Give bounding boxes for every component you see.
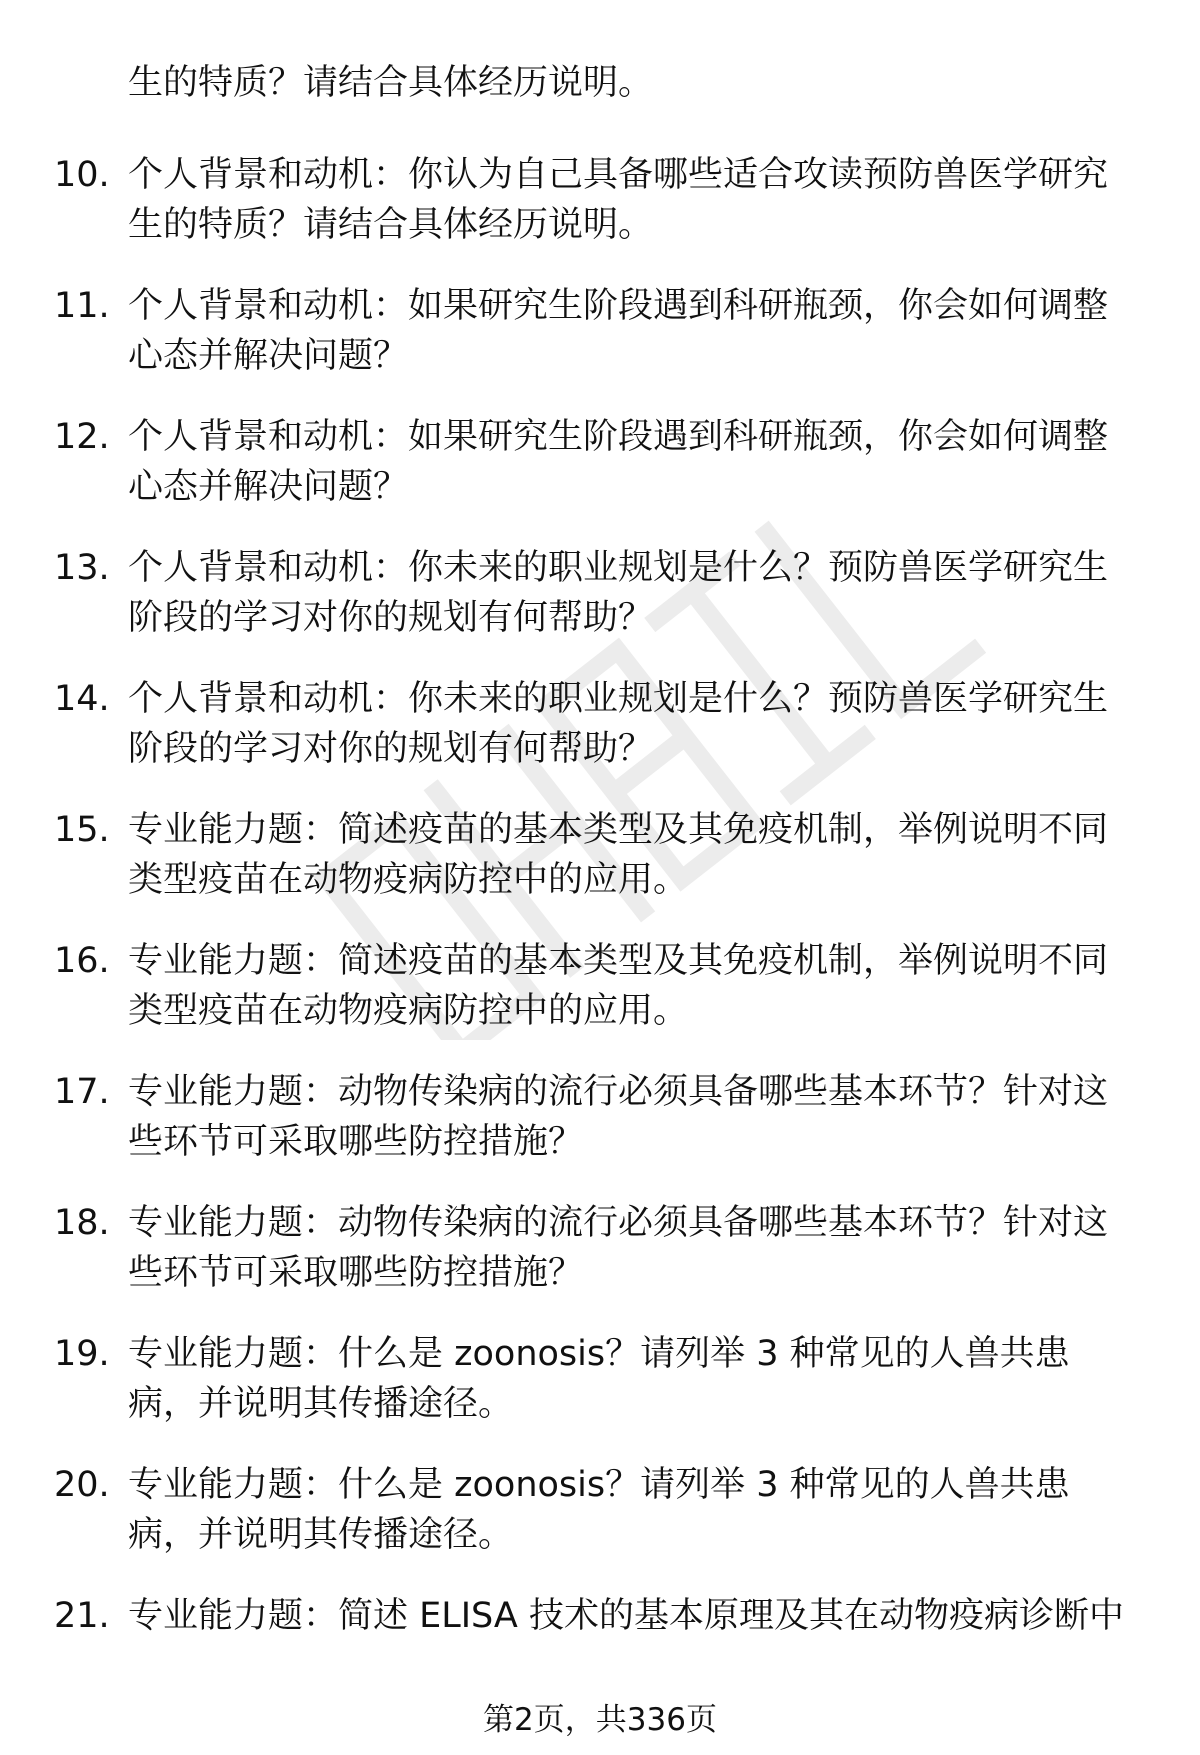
question-number: 16. [54,941,110,981]
question-number: 15. [54,810,110,850]
question-line: 专业能力题：动物传染病的流行必须具备哪些基本环节？针对这 [128,1203,1109,1243]
question-text [128,543,1148,643]
question-number: 19. [54,1334,110,1374]
question-number: 11. [54,286,110,326]
question-number: 20. [54,1465,110,1505]
question-number: 17. [54,1072,110,1112]
question-text [128,1067,1148,1167]
question-text [128,1460,1148,1560]
question-number: 12. [54,417,110,457]
question-line: 专业能力题：简述 ELISA 技术的基本原理及其在动物疫病诊断中 [128,1596,1124,1636]
question-line: 个人背景和动机：如果研究生阶段遇到科研瓶颈，你会如何调整 [128,286,1109,326]
question-line: 些环节可采取哪些防控措施？ [128,1122,584,1162]
question-line: 心态并解决问题？ [128,467,409,507]
question-line: 类型疫苗在动物疫病防控中的应用。 [128,860,689,900]
question-text [128,936,1148,1036]
question-line: 专业能力题：简述疫苗的基本类型及其免疫机制，举例说明不同 [128,810,1109,850]
question-item [0,150,1200,281]
page-footer: 第2页，共336页 [483,1702,717,1738]
question-line: 病，并说明其传播途径。 [128,1384,514,1424]
question-line: 阶段的学习对你的规划有何帮助？ [128,598,654,638]
question-text [128,674,1148,774]
question-item [0,805,1200,936]
question-line: 些环节可采取哪些防控措施？ [128,1253,584,1293]
question-item [0,543,1200,674]
question-number: 21. [54,1596,110,1636]
question-item [0,281,1200,412]
question-line: 专业能力题：什么是 zoonosis？请列举 3 种常见的人兽共患 [128,1465,1070,1505]
question-line: 病，并说明其传播途径。 [128,1515,514,1555]
question-number: 18. [54,1203,110,1243]
question-line: 个人背景和动机：你未来的职业规划是什么？预防兽医学研究生 [128,679,1109,719]
question-text [128,805,1148,905]
question-item [0,1329,1200,1460]
question-text [128,1198,1148,1298]
question-text [128,150,1148,250]
question-text [128,281,1148,381]
question-line: 专业能力题：动物传染病的流行必须具备哪些基本环节？针对这 [128,1072,1109,1112]
question-item [0,1067,1200,1198]
question-number: 13. [54,548,110,588]
question-line: 专业能力题：什么是 zoonosis？请列举 3 种常见的人兽共患 [128,1334,1070,1374]
question-line: 类型疫苗在动物疫病防控中的应用。 [128,991,689,1031]
question-list [0,150,1200,1722]
question-line: 个人背景和动机：你未来的职业规划是什么？预防兽医学研究生 [128,548,1109,588]
question-text [128,1329,1148,1429]
question-line: 生的特质？请结合具体经历说明。 [128,205,654,245]
question-text [128,1591,1148,1641]
question-item [0,1460,1200,1591]
question-line: 个人背景和动机：如果研究生阶段遇到科研瓶颈，你会如何调整 [128,417,1109,457]
question-item [0,674,1200,805]
question-line: 个人背景和动机：你认为自己具备哪些适合攻读预防兽医学研究 [128,155,1109,195]
question-line: 心态并解决问题？ [128,336,409,376]
question-item [0,1198,1200,1329]
continued-question-text: 生的特质？请结合具体经历说明。 [128,63,654,103]
question-line: 阶段的学习对你的规划有何帮助？ [128,729,654,769]
question-item [0,412,1200,543]
question-line: 专业能力题：简述疫苗的基本类型及其免疫机制，举例说明不同 [128,941,1109,981]
question-number: 14. [54,679,110,719]
question-number: 10. [54,155,110,195]
question-item [0,936,1200,1067]
question-text [128,412,1148,512]
